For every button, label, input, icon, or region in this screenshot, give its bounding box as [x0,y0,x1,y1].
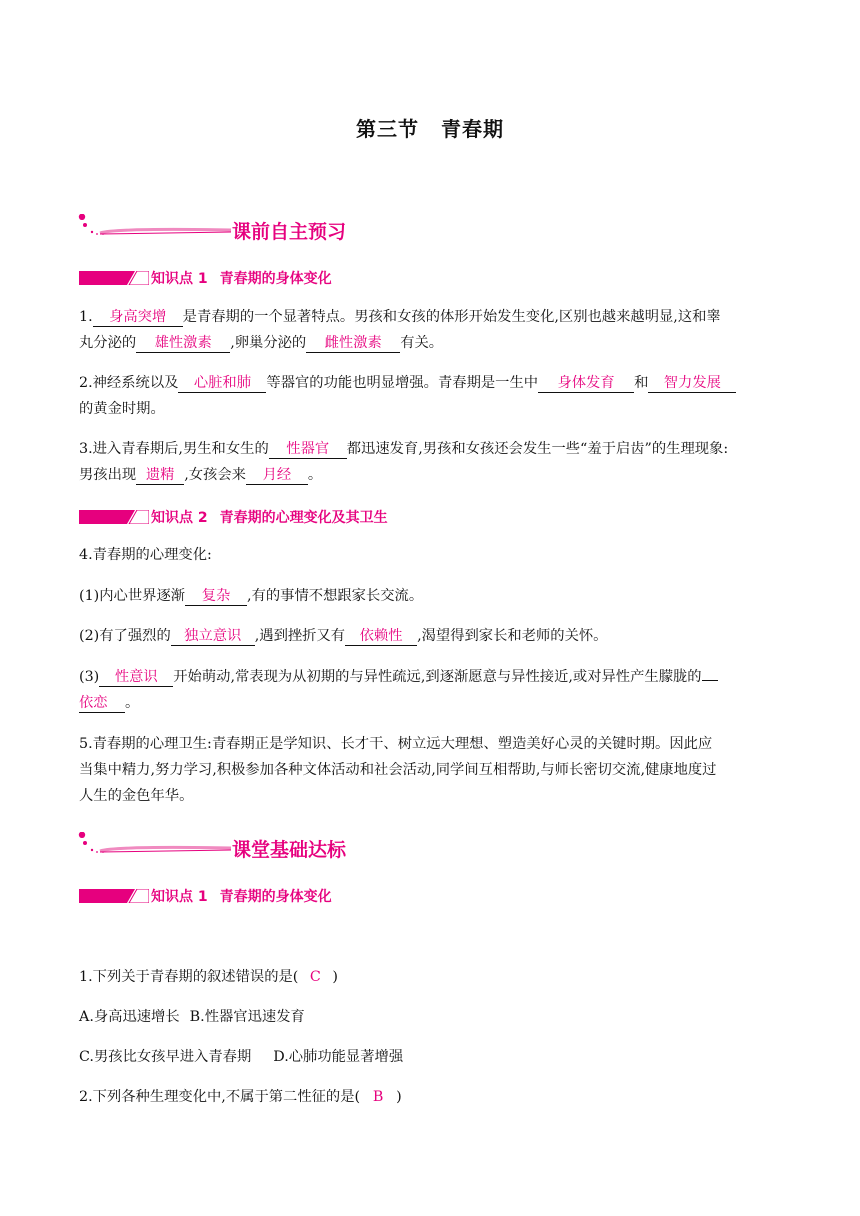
knowledge-point-name: 青春期的心理变化及其卫生 [219,510,388,526]
question-text: (3) [79,669,100,685]
page-title [0,113,860,142]
section-decoration-icon [76,832,236,862]
question-text: 开始萌动,常表现为从初期的与异性疏远,到逐渐愿意与异性接近,或对异性产生朦胧的 [173,669,702,685]
question-text: ,卵巢分泌的 [230,335,307,351]
question-text: ) [396,1089,402,1105]
option-b: B.性器官迅速发育 [189,1009,305,1025]
question-4-head [79,540,789,570]
question-2-line-2 [79,394,789,424]
question-text: 人生的金色年华。 [79,788,194,804]
question-text: 都迅速发育,男孩和女孩还会发生一些“羞于启齿”的生理现象: [346,441,729,457]
knowledge-point-bar-icon [79,271,149,285]
answer-blank: 依赖性 [345,627,417,646]
option-d: D.心肺功能显著增强 [273,1049,404,1065]
answer-blank: 雄性激素 [136,334,230,353]
knowledge-point-3-header [79,886,499,906]
answer-blank: 雌性激素 [306,334,400,353]
question-text: ,渴望得到家长和老师的关怀。 [417,628,608,644]
answer-blank: 性意识 [99,668,173,687]
question-text: ,女孩会来 [184,467,246,483]
answer-blank: 身高突增 [93,308,183,327]
question-text: 5.青春期的心理卫生:青春期正是学知识、长才干、树立远大理想、塑造美好心灵的关键时期。因此应 [79,736,713,752]
mc-question-1-options-ab [79,1002,789,1032]
question-4-sub-3-line-2 [79,688,789,718]
question-text: ) [332,969,338,985]
mc-question-1 [79,962,789,992]
answer-blank: 智力发展 [648,374,736,393]
answer-blank: 心脏和肺 [178,374,266,393]
question-text: 男孩出现 [79,467,137,483]
question-number: 1. [79,309,93,325]
knowledge-point-bar-icon [79,889,149,903]
question-text: 2.下列各种生理变化中,不属于第二性征的是( [79,1089,361,1105]
question-4-sub-1 [79,581,789,611]
knowledge-point-name: 青春期的身体变化 [219,889,332,905]
question-text: 等器官的功能也明显增强。青春期是一生中 [266,375,539,391]
answer-blank: 依恋 [79,694,125,713]
answer-blank: 性器官 [269,440,347,459]
knowledge-point-number: 知识点 1 [151,889,208,905]
title-section-number: 第三节 [356,117,419,141]
answer-choice: C [309,969,321,985]
question-text: 和 [634,375,649,391]
question-5-line-3 [79,781,789,811]
answer-blank: 复杂 [185,587,247,606]
question-text: 4.青春期的心理变化: [79,547,212,563]
section-header-classroom [76,832,496,862]
option-a: A.身高迅速增长 [79,1009,180,1025]
answer-blank-lead [702,680,718,681]
section-title-preview: 课前自主预习 [232,221,347,243]
question-4-sub-2 [79,621,789,651]
knowledge-point-bar-icon [79,510,149,524]
knowledge-point-name: 青春期的身体变化 [219,271,332,287]
mc-question-1-options-cd [79,1042,789,1072]
question-text: 2.神经系统以及 [79,375,179,391]
answer-choice: B [372,1089,384,1105]
section-title-classroom: 课堂基础达标 [232,839,347,861]
question-text: 。 [125,695,140,711]
question-text: 是青春期的一个显著特点。男孩和女孩的体形开始发生变化,区别也越来越明显,这和睾 [182,309,721,325]
question-text: 的黄金时期。 [79,401,165,417]
question-text: (2)有了强烈的 [79,628,171,644]
question-text: ,有的事情不想跟家长交流。 [247,588,424,604]
question-text: ,遇到挫折又有 [254,628,346,644]
question-text: 。 [307,467,323,483]
section-decoration-icon [76,214,236,244]
knowledge-point-number: 知识点 1 [151,271,208,287]
question-3-line-2 [79,460,789,490]
section-header-preview [76,214,496,244]
question-text: 1.下列关于青春期的叙述错误的是( [79,969,299,985]
question-text: 当集中精力,努力学习,积极参加各种文体活动和社会活动,同学间互相帮助,与师长密切交流,健康地度过 [79,762,717,778]
knowledge-point-1-header [79,268,499,288]
answer-blank: 月经 [246,466,308,485]
knowledge-point-2-header [79,507,499,527]
answer-blank: 遗精 [136,466,184,485]
question-text: 3.进入青春期后,男生和女生的 [79,441,269,457]
title-topic: 青春期 [441,117,504,141]
answer-blank: 独立意识 [171,627,255,646]
knowledge-point-number: 知识点 2 [151,510,208,526]
option-c: C.男孩比女孩早进入青春期 [79,1049,252,1065]
question-text: (1)内心世界逐渐 [79,588,186,604]
mc-question-2 [79,1082,789,1112]
question-text: 有关。 [400,335,444,351]
question-1-line-2 [79,328,789,358]
question-text: 丸分泌的 [79,335,137,351]
answer-blank: 身体发育 [538,374,634,393]
